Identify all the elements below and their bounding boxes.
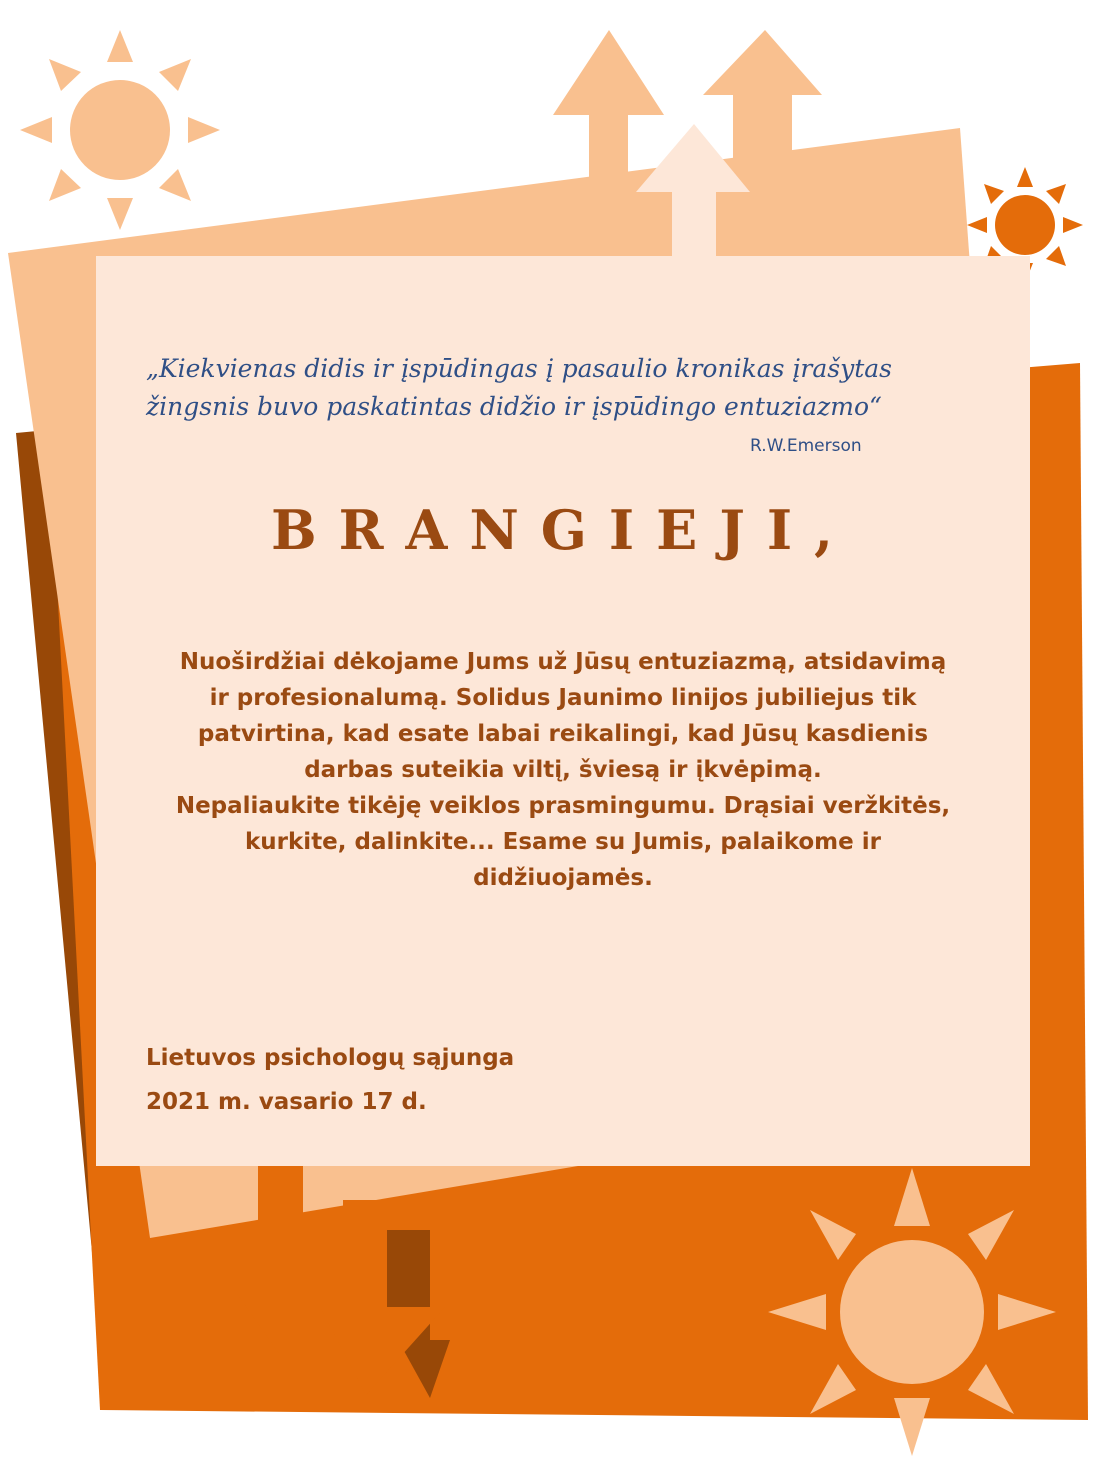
sun-icon xyxy=(768,1168,1056,1456)
quote-line: žingsnis buvo paskatintas didžio ir įspūdingo entuziazmo“ xyxy=(146,392,882,421)
organization-name: Lietuvos psichologų sąjunga xyxy=(146,1045,515,1071)
signature-block xyxy=(146,1036,514,1124)
message-body xyxy=(106,644,1020,896)
quote xyxy=(146,350,1006,426)
message-line: didžiuojamės. xyxy=(473,865,653,891)
greeting-heading: BRANGIEJI, xyxy=(271,498,855,562)
message-line: patvirtina, kad esate labai reikalingi, kad Jūsų kasdienis xyxy=(197,721,929,747)
signature-date: 2021 m. vasario 17 d. xyxy=(146,1089,427,1115)
quote-author: R.W.Emerson xyxy=(750,436,862,456)
message-card xyxy=(96,256,1030,1166)
message-line: ir profesionalumą. Solidus Jaunimo linijos jubiliejus tik xyxy=(209,685,917,711)
message-line: kurkite, dalinkite... Esame su Jumis, palaikome ir xyxy=(245,829,881,855)
sun-icon xyxy=(20,30,220,230)
message-line: darbas suteikia viltį, šviesą ir įkvėpimą. xyxy=(304,757,822,783)
message-line: Nepaliaukite tikėję veiklos prasmingumu. Drąsiai veržkitės, xyxy=(175,793,951,819)
quote-line: „Kiekvienas didis ir įspūdingas į pasaulio kronikas įrašytas xyxy=(146,354,892,383)
message-line: Nuoširdžiai dėkojame Jums už Jūsų entuziazmą, atsidavimą xyxy=(179,649,947,675)
